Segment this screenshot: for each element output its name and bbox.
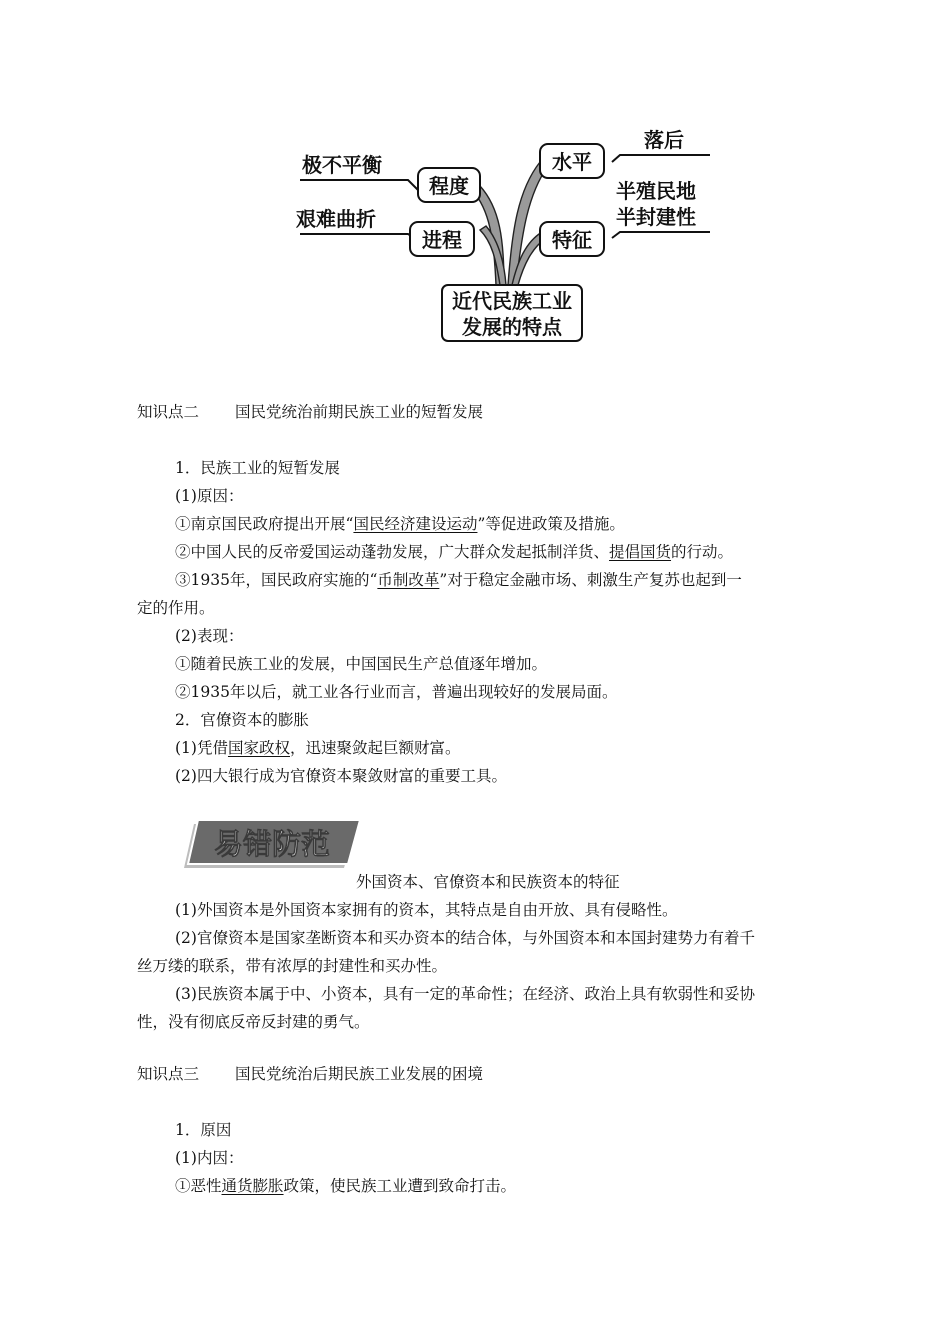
section2-p4: ②中国人民的反帝爱国运动蓬勃发展，广大群众发起抵制洋货、提倡国货的行动。 xyxy=(175,543,734,561)
underline-term: 通货膨胀 xyxy=(221,1177,284,1195)
section3-label: 知识点三 xyxy=(137,1065,200,1083)
root-line2: 发展的特点 xyxy=(462,315,562,339)
leaf-level: 落后 xyxy=(644,128,684,152)
section3-heading xyxy=(137,1064,483,1084)
branch-feature: 特征 xyxy=(552,228,592,252)
section2-p9: 2．官僚资本的膨胀 xyxy=(175,711,309,729)
section3-title: 国民党统治后期民族工业发展的困境 xyxy=(235,1065,484,1083)
section2-p11: (2)四大银行成为官僚资本聚敛财富的重要工具。 xyxy=(175,767,507,785)
warning-badge-text: 易错防范 xyxy=(213,827,331,861)
warning-p3-cont: 性，没有彻底反帝反封建的勇气。 xyxy=(137,1013,370,1031)
section2-p2: (1)原因： xyxy=(175,487,244,505)
section3-p1: 1．原因 xyxy=(175,1121,232,1139)
section3-p3: ①恶性通货膨胀政策，使民族工业遭到致命打击。 xyxy=(175,1177,517,1195)
section2-p3: ①南京国民政府提出开展“国民经济建设运动”等促进政策及措施。 xyxy=(175,515,625,533)
warning-badge xyxy=(180,818,368,872)
section2-p5-cont: 定的作用。 xyxy=(137,599,215,617)
leaf-feature-line2: 半封建性 xyxy=(616,205,696,229)
warning-p3: (3)民族资本属于中、小资本，具有一定的革命性；在经济、政治上具有软弱性和妥协 xyxy=(175,985,755,1003)
root-line1: 近代民族工业 xyxy=(452,289,572,313)
warning-p1: (1)外国资本是外国资本家拥有的资本，其特点是自由开放、具有侵略性。 xyxy=(175,901,678,919)
section2-p8: ②1935年以后，就工业各行业而言，普遍出现较好的发展局面。 xyxy=(175,683,618,701)
branch-level: 水平 xyxy=(552,150,592,174)
underline-term: 国家政权 xyxy=(227,739,290,757)
section2-p6: (2)表现： xyxy=(175,627,244,645)
leaf-degree: 极不平衡 xyxy=(302,153,382,177)
branch-process: 进程 xyxy=(422,228,462,252)
underline-term: 国民经济建设运动 xyxy=(353,515,478,533)
section2-p7: ①随着民族工业的发展，中国国民生产总值逐年增加。 xyxy=(175,655,548,673)
warning-p2: (2)官僚资本是国家垄断资本和买办资本的结合体，与外国资本和本国封建势力有着千 xyxy=(175,929,755,947)
warning-title: 外国资本、官僚资本和民族资本的特征 xyxy=(356,873,620,891)
section2-heading xyxy=(137,402,483,422)
section2-title: 国民党统治前期民族工业的短暂发展 xyxy=(235,403,484,421)
underline-term: 提倡国货 xyxy=(609,543,672,561)
section2-p5: ③1935年，国民政府实施的“币制改革”对于稳定金融市场、刺激生产复苏也起到一 xyxy=(175,571,742,589)
underline-term: 币制改革 xyxy=(377,571,440,589)
section2-label: 知识点二 xyxy=(137,403,200,421)
section2-p1: 1．民族工业的短暂发展 xyxy=(175,459,340,477)
section2-p10: (1)凭借国家政权，迅速聚敛起巨额财富。 xyxy=(175,739,461,757)
warning-p2-cont: 丝万缕的联系，带有浓厚的封建性和买办性。 xyxy=(137,957,448,975)
leaf-process: 艰难曲折 xyxy=(296,207,376,231)
branch-degree: 程度 xyxy=(429,174,469,198)
mind-map xyxy=(290,120,730,350)
leaf-feature-line1: 半殖民地 xyxy=(616,179,696,203)
section3-p2: (1)内因： xyxy=(175,1149,244,1167)
